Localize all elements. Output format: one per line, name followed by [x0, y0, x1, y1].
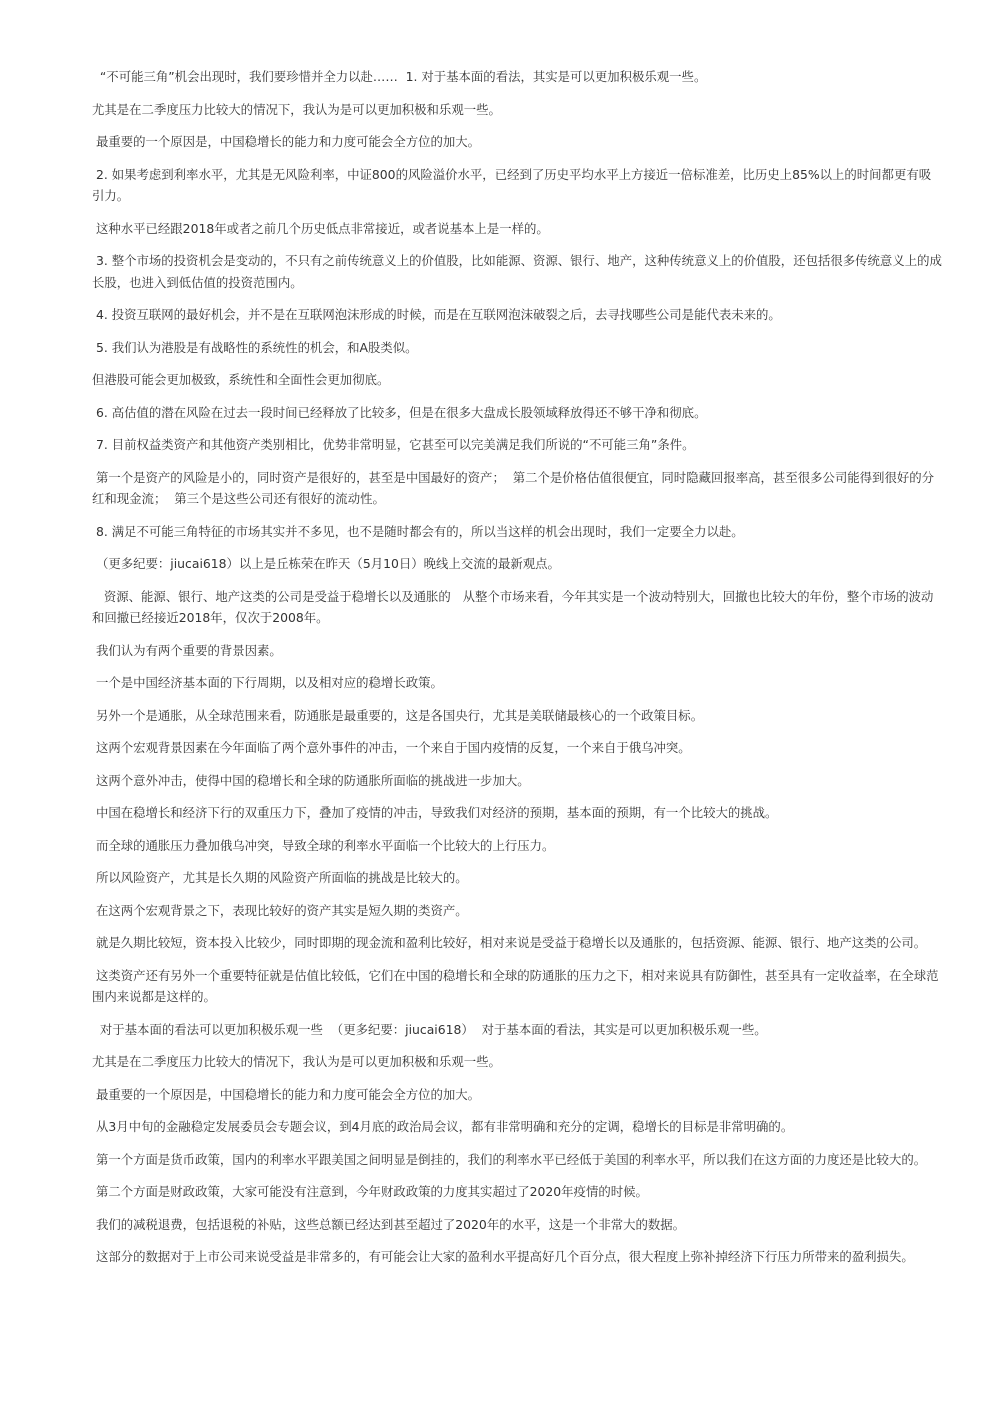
paragraph-25: 就是久期比较短，资本投入比较少，同时即期的现金流和盈利比较好，相对来说是受益于稳增长以及通胀的，包括资源、能源、银行、地产这类的公司。 — [92, 935, 927, 950]
paragraph-21: 中国在稳增长和经济下行的双重压力下，叠加了疫情的冲击，导致我们对经济的预期，基本面的预期，有一个比较大的挑战。 — [92, 805, 778, 820]
paragraph-10: 6. 高估值的潜在风险在过去一段时间已经释放了比较多，但是在很多大盘成长股领域释放得还不够干净和彻底。 — [92, 404, 707, 420]
paragraph-9: 但港股可能会更加极致，系统性和全面性会更加彻底。 — [92, 372, 390, 387]
paragraph-34: 这部分的数据对于上市公司来说受益是非常多的，有可能会让大家的盈利水平提高好几个百分点，很大程度上弥补掉经济下行压力所带来的盈利损失。 — [92, 1249, 914, 1264]
paragraph-12: 第一个是资产的风险是小的，同时资产是很好的，甚至是中国最好的资产； 第二个是价格估值很便宜，同时隐藏回报率高，甚至很多公司能得到很好的分红和现金流； 第三个是这些公司还有很好的流动性。 — [92, 469, 935, 506]
paragraph-26: 这类资产还有另外一个重要特征就是估值比较低，它们在中国的稳增长和全球的防通胀的压力之下，相对来说具有防御性，甚至具有一定收益率，在全球范围内来说都是这样的。 — [92, 967, 939, 1004]
paragraph-14: （更多纪要：jiucai618）以上是丘栋荣在昨天（5月10日）晚线上交流的最新观点。 — [92, 556, 560, 571]
paragraph-20: 这两个意外冲击，使得中国的稳增长和全球的防通胀所面临的挑战进一步加大。 — [92, 772, 530, 788]
paragraph-5: 这种水平已经跟2018年或者之前几个历史低点非常接近，或者说基本上是一样的。 — [92, 220, 549, 236]
paragraph-6: 3. 整个市场的投资机会是变动的，不只有之前传统意义上的价值股，比如能源、资源、银行、地产，这种传统意义上的价值股，还包括很多传统意义上的成长股，也进入到低估值的投资范围内。 — [92, 253, 942, 290]
paragraph-30: 从3月中旬的金融稳定发展委员会专题会议，到4月底的政治局会议，都有非常明确和充分的定调，稳增长的目标是非常明确的。 — [92, 1119, 794, 1134]
paragraph-27: 对于基本面的看法可以更加积极乐观一些 （更多纪要：jiucai618） 对于基本面的看法，其实是可以更加积极乐观一些。 — [92, 1021, 767, 1037]
paragraph-29: 最重要的一个原因是，中国稳增长的能力和力度可能会全方位的加大。 — [92, 1086, 481, 1102]
paragraph-11: 7. 目前权益类资产和其他资产类别相比，优势非常明显，它甚至可以完美满足我们所说的“不可能三角”条件。 — [92, 437, 695, 452]
paragraph-13: 8. 满足不可能三角特征的市场其实并不多见，也不是随时都会有的，所以当这样的机会出现时，我们一定要全力以赴。 — [92, 523, 744, 539]
paragraph-2: 尤其是在二季度压力比较大的情况下，我认为是可以更加积极和乐观一些。 — [92, 101, 501, 117]
paragraph-31: 第一个方面是货币政策，国内的利率水平跟美国之间明显是倒挂的，我们的利率水平已经低于美国的利率水平，所以我们在这方面的力度还是比较大的。 — [92, 1151, 927, 1167]
paragraph-16: 我们认为有两个重要的背景因素。 — [92, 642, 282, 658]
paragraph-33: 我们的减税退费，包括退税的补贴，这些总额已经达到甚至超过了2020年的水平，这是一个非常大的数据。 — [92, 1216, 686, 1232]
paragraph-23: 所以风险资产，尤其是长久期的风险资产所面临的挑战是比较大的。 — [92, 870, 468, 885]
paragraph-1: “不可能三角”机会出现时，我们要珍惜并全力以赴…… 1. 对于基本面的看法，其实是可以更加积极乐观一些。 — [92, 69, 707, 84]
paragraph-32: 第二个方面是财政政策，大家可能没有注意到，今年财政政策的力度其实超过了2020年疫情的时候。 — [92, 1184, 648, 1199]
paragraph-7: 4. 投资互联网的最好机会，并不是在互联网泡沫形成的时候，而是在互联网泡沫破裂之后，去寻找哪些公司是能代表未来的。 — [92, 307, 781, 322]
paragraph-15: 资源、能源、银行、地产这类的公司是受益于稳增长以及通胀的 从整个市场来看，今年其实是一个波动特别大，回撤也比较大的年份，整个市场的波动和回撤已经接近2018年，仅次于2008年。 — [92, 588, 934, 625]
paragraph-17: 一个是中国经济基本面的下行周期，以及相对应的稳增长政策。 — [92, 675, 443, 690]
paragraph-22: 而全球的通胀压力叠加俄乌冲突，导致全球的利率水平面临一个比较大的上行压力。 — [92, 837, 555, 853]
paragraph-19: 这两个宏观背景因素在今年面临了两个意外事件的冲击，一个来自于国内疫情的反复，一个来自于俄乌冲突。 — [92, 740, 691, 755]
paragraph-28: 尤其是在二季度压力比较大的情况下，我认为是可以更加积极和乐观一些。 — [92, 1054, 501, 1069]
paragraph-8: 5. 我们认为港股是有战略性的系统性的机会，和A股类似。 — [92, 339, 418, 355]
paragraph-3: 最重要的一个原因是，中国稳增长的能力和力度可能会全方位的加大。 — [92, 134, 481, 149]
document-body — [92, 66, 942, 1279]
paragraph-4: 2. 如果考虑到利率水平，尤其是无风险利率，中证800的风险溢价水平，已经到了历史平均水平上方接近一倍标准差，比历史上85%以上的时间都更有吸引力。 — [92, 166, 932, 203]
paragraph-24: 在这两个宏观背景之下，表现比较好的资产其实是短久期的类资产。 — [92, 902, 468, 918]
paragraph-18: 另外一个是通胀，从全球范围来看，防通胀是最重要的，这是各国央行，尤其是美联储最核心的一个政策目标。 — [92, 707, 704, 723]
